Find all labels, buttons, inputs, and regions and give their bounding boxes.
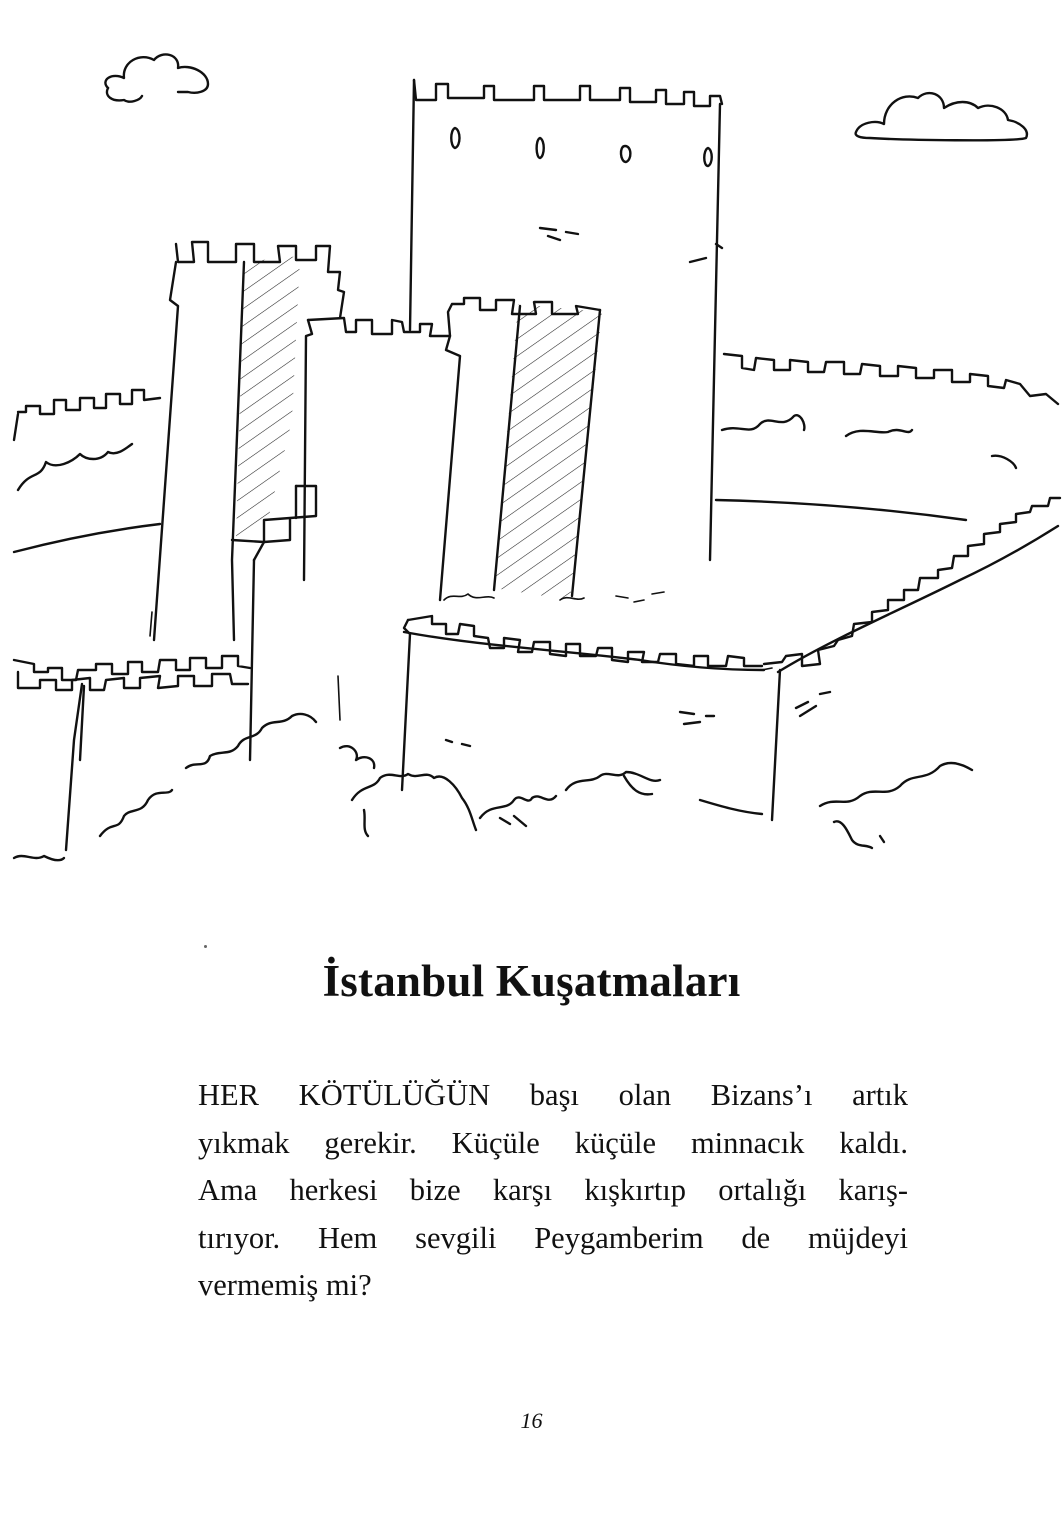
- page-number: 16: [520, 1408, 543, 1433]
- body-line: HER KÖTÜLÜĞÜN başı olan Bizans’ı artık: [198, 1078, 908, 1112]
- left-background-wall: [14, 390, 160, 552]
- body-paragraph: [198, 1072, 908, 1310]
- body-line: yıkmak gerekir. Küçüle küçüle minnacık kaldı.: [198, 1125, 908, 1160]
- body-line: vermemiş mi?: [198, 1268, 372, 1302]
- body-line: tırıyor. Hem sevgili Peygamberim de müjdeyi: [198, 1220, 908, 1255]
- front-wall: [402, 616, 830, 790]
- left-tower: [154, 242, 344, 640]
- bushes: [14, 714, 972, 860]
- cloud-right-icon: [856, 93, 1027, 140]
- body-line: Ama herkesi bize karşı kışkırtıp ortalığı karış-: [198, 1173, 908, 1207]
- middle-tower: [304, 298, 664, 602]
- right-background-wall: [716, 354, 1058, 520]
- page-title: İstanbul Kuşatmaları: [322, 956, 741, 1006]
- cloud-left-icon: [105, 54, 208, 101]
- right-foreground-wall: [764, 498, 1060, 820]
- stray-mark: [204, 945, 207, 948]
